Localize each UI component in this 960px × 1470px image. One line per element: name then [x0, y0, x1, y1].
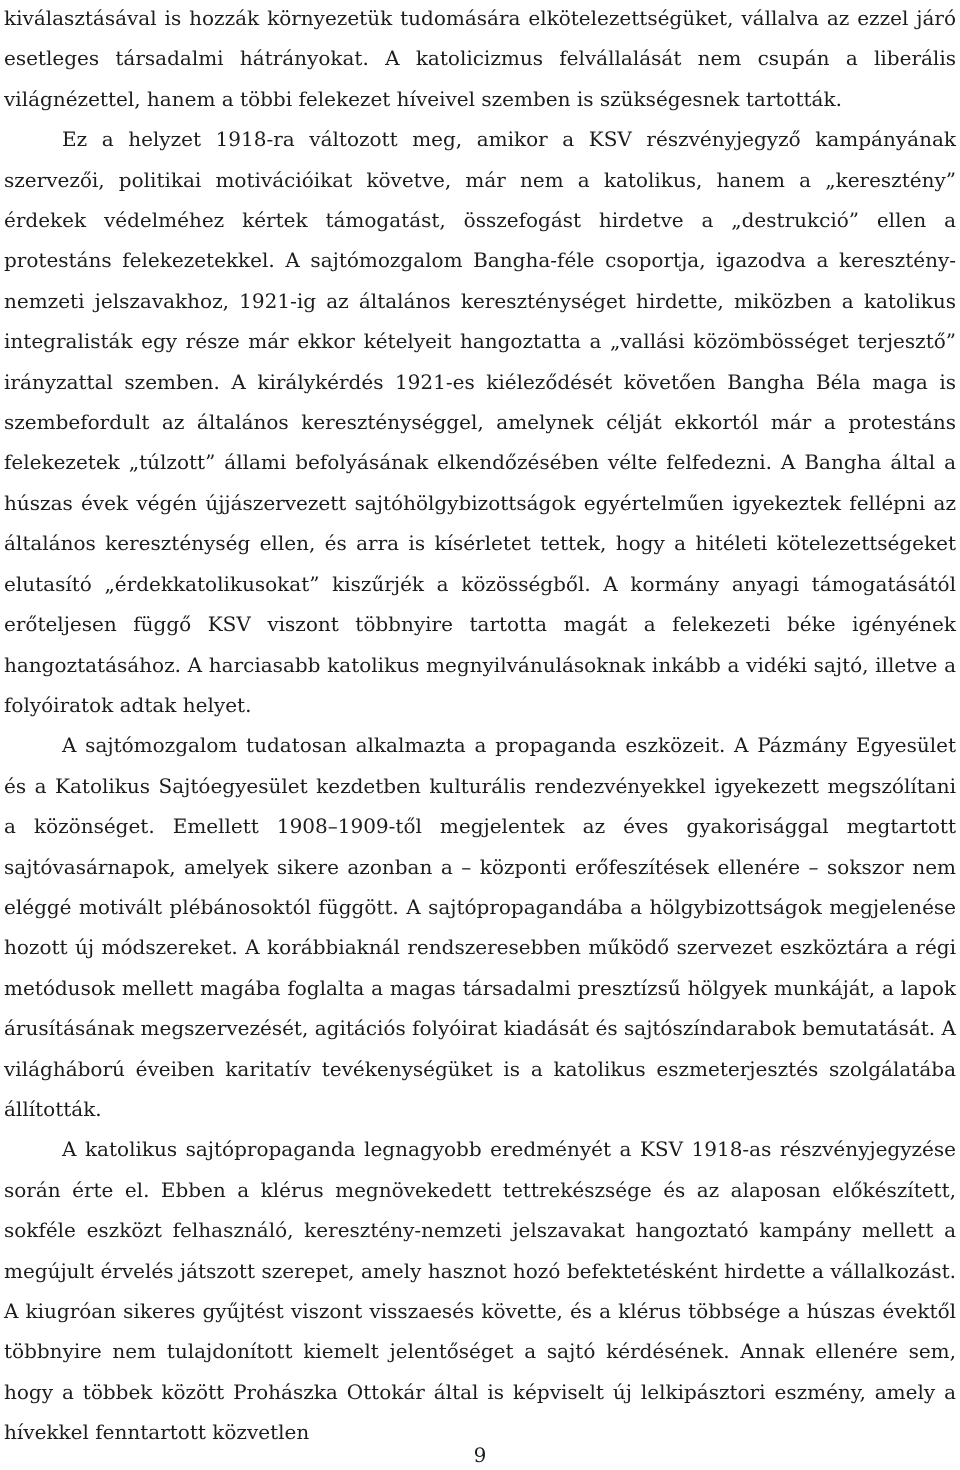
paragraph: A katolikus sajtópropaganda legnagyobb eredményét a KSV 1918-as részvényjegyzése során érte el. Ebben a klérus megnövekedett tettrekészsége és az alaposan előkészített, sokféle eszközt felhasználó, keresztény-nemzeti jelszavakat hangoztató kampány mellett a megújult érvelés játszott szerepet, amely hasznot hozó befektetésként hirdette a vállalkozást. A kiugróan sikeres gyűjtést viszont visszaesés követte, és a klérus többsége a húszas évektől többnyire nem tulajdonított kiemelt jelentőséget a sajtó kérdésének. Annak ellenére sem, hogy a többek között Prohászka Ottokár által is képviselt új lelkipásztori eszmény, amely a hívekkel fenntartott közvetlen — [4, 1137, 956, 1445]
body-text — [4, 0, 956, 1453]
page-number: 9 — [473, 1443, 487, 1467]
paragraph: Ez a helyzet 1918-ra változott meg, amikor a KSV részvényjegyző kampányának szervezői, politikai motivációikat követve, már nem a katolikus, hanem a „keresztény” érdekek védelméhez kértek támogatást, összefogást hirdetve a „destrukció” ellen a protestáns felekezetekkel. A sajtómozgalom Bangha-féle csoportja, igazodva a keresztény-nemzeti jelszavakhoz, 1921-ig az általános kereszténységet hirdette, miközben a katolikus integralisták egy része már ekkor kételyeit hangoztatta a „vallási közömbösséget terjesztő” irányzattal szemben. A királykérdés 1921-es kiéleződését követően Bangha Béla maga is szembefordult az általános kereszténységgel, amelynek célját ekkortól már a protestáns felekezetek „túlzott” állami befolyásának elkendőzésében vélte felfedezni. A Bangha által a húszas évek végén újjászervezett sajtóhölgybizottságok egyértelműen igyekeztek fellépni az általános kereszténység ellen, és arra is kísérletet tettek, hogy a hitéleti kötelezettségeket elutasító „érdekkatolikusokat” kiszűrjék a közösségből. A kormány anyagi támogatásától erőteljesen függő KSV viszont többnyire tartotta magát a felekezeti béke igényének hangoztatásához. A harciasabb katolikus megnyilvánulásoknak inkább a vidéki sajtó, illetve a folyóiratok adtak helyet. — [4, 127, 956, 717]
paragraph-continuation: kiválasztásával is hozzák környezetük tudomására elkötelezettségüket, vállalva az ezzel járó esetleges társadalmi hátrányokat. A katolicizmus felvállalását nem csupán a liberális világnézettel, hanem a többi felekezet híveivel szemben is szükségesnek tartották. — [4, 6, 956, 111]
paragraph: A sajtómozgalom tudatosan alkalmazta a propaganda eszközeit. A Pázmány Egyesület és a Katolikus Sajtóegyesület kezdetben kulturális rendezvényekkel igyekezett megszólítani a közönséget. Emellett 1908–1909-től megjelentek az éves gyakorisággal megtartott sajtóvasárnapok, amelyek sikere azonban a – központi erőfeszítések ellenére – sokszor nem eléggé motivált plébánosoktól függött. A sajtópropagandába a hölgybizottságok megjelenése hozott új módszereket. A korábbiaknál rendszeresebben működő szervezet eszköztára a régi metódusok mellett magába foglalta a magas társadalmi presztízsű hölgyek munkáját, a lapok árusításának megszervezését, agitációs folyóirat kiadását és sajtószíndarabok bemutatását. A világháború éveiben karitatív tevékenységüket is a katolikus eszmeterjesztés szolgálatába állították. — [4, 733, 956, 1121]
